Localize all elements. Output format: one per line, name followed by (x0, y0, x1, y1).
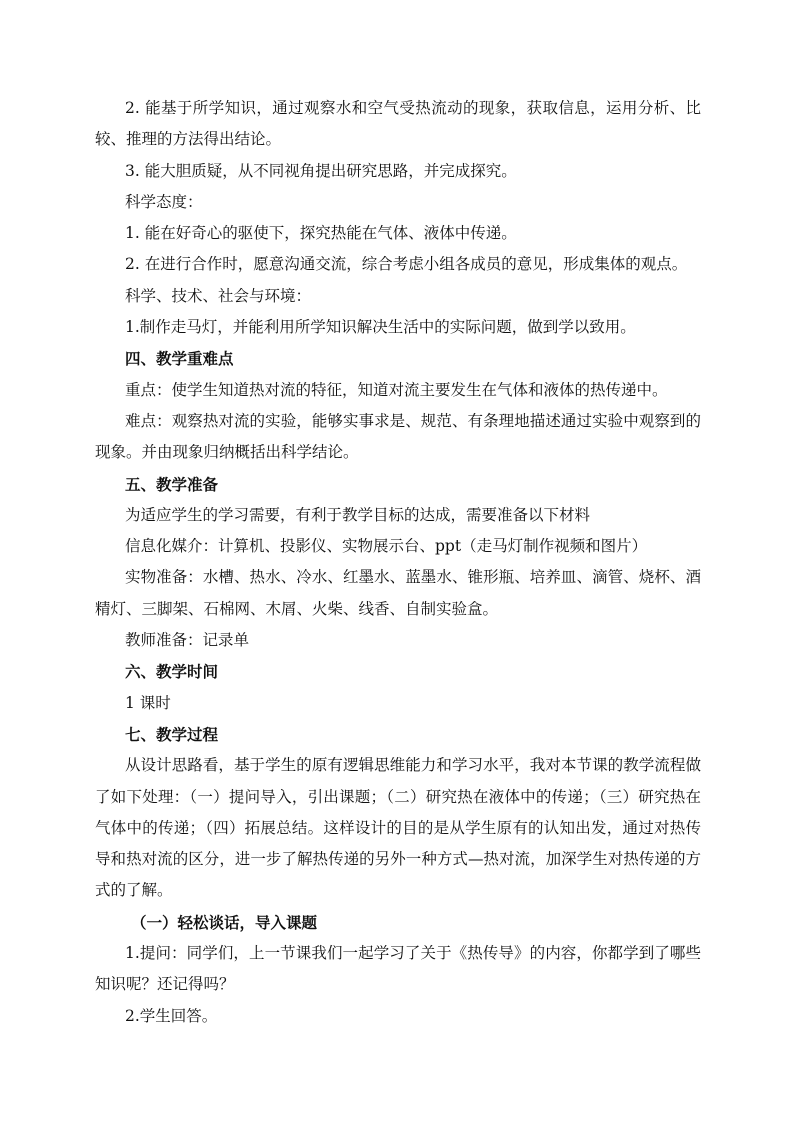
paragraph-stse-1: 1.制作走马灯，并能利用所学知识解决生活中的实际问题，做到学以致用。 (125, 318, 636, 337)
heading-teaching-process: 七、教学过程 (125, 724, 219, 744)
paragraph-skill-3: 3. 能大胆质疑，从不同视角提出研究思路，并完成探究。 (125, 161, 517, 180)
heading-teaching-time: 六、教学时间 (125, 662, 219, 682)
paragraph-key-point: 重点：使学生知道热对流的特征，知道对流主要发生在气体和液体的热传递中。 (125, 380, 668, 399)
paragraph-attitude-1: 1. 能在好奇心的驱使下，探究热能在气体、液体中传递。 (125, 224, 517, 243)
paragraph-skill-2: 2. 能基于所学知识，通过观察水和空气受热流动的现象，获取信息，运用分析、比较、推理的方法得出结论。 (95, 99, 701, 149)
paragraph-difficult-point: 难点：观察热对流的实验，能够实事求是、规范、有条理地描述通过实验中观察到的现象。并由现象归纳概括出科学结论。 (95, 411, 701, 462)
heading-section-one: （一）轻松谈话，导入课题 (131, 912, 318, 932)
heading-teaching-preparation: 五、教学准备 (125, 474, 219, 494)
heading-key-difficult-points: 四、教学重难点 (125, 349, 234, 369)
paragraph-media: 信息化媒介：计算机、投影仪、实物展示台、ppt（走马灯制作视频和图片） (125, 537, 648, 556)
label-science-attitude: 科学态度： (125, 192, 203, 211)
paragraph-teacher-prep: 教师准备：记录单 (125, 631, 250, 650)
label-stse: 科学、技术、社会与环境： (125, 286, 312, 305)
paragraph-materials: 实物准备：水槽、热水、冷水、红墨水、蓝墨水、锥形瓶、培养皿、滴管、烧杯、酒精灯、三脚架、石棉网、木屑、火柴、线香、自制实验盒。 (95, 568, 701, 618)
paragraph-question-1: 1.提问：同学们，上一节课我们一起学习了关于《热传导》的内容，你都学到了哪些知识呢？还记得吗？ (95, 944, 701, 994)
paragraph-answer-2: 2.学生回答。 (125, 1006, 218, 1025)
paragraph-design-idea: 从设计思路看，基于学生的原有逻辑思维能力和学习水平，我对本节课的教学流程做了如下处理：（一）提问导入，引出课题；（二）研究热在液体中的传递；（三）研究热在气体中的传递；（四）拓展总结。这样设计的目的是从学生原有的认知出发，通过对热传导和热对流的区分，进一步了解热传递的另外一种方式—热对流，加深学生对热传递的方式的了解。 (95, 756, 701, 900)
document-page (95, 93, 701, 1032)
paragraph-attitude-2: 2. 在进行合作时，愿意沟通交流，综合考虑小组各成员的意见，形成集体的观点。 (125, 255, 688, 274)
paragraph-class-hours: 1 课时 (125, 693, 171, 712)
paragraph-preparation-intro: 为适应学生的学习需要，有利于教学目标的达成，需要准备以下材料 (125, 505, 591, 524)
